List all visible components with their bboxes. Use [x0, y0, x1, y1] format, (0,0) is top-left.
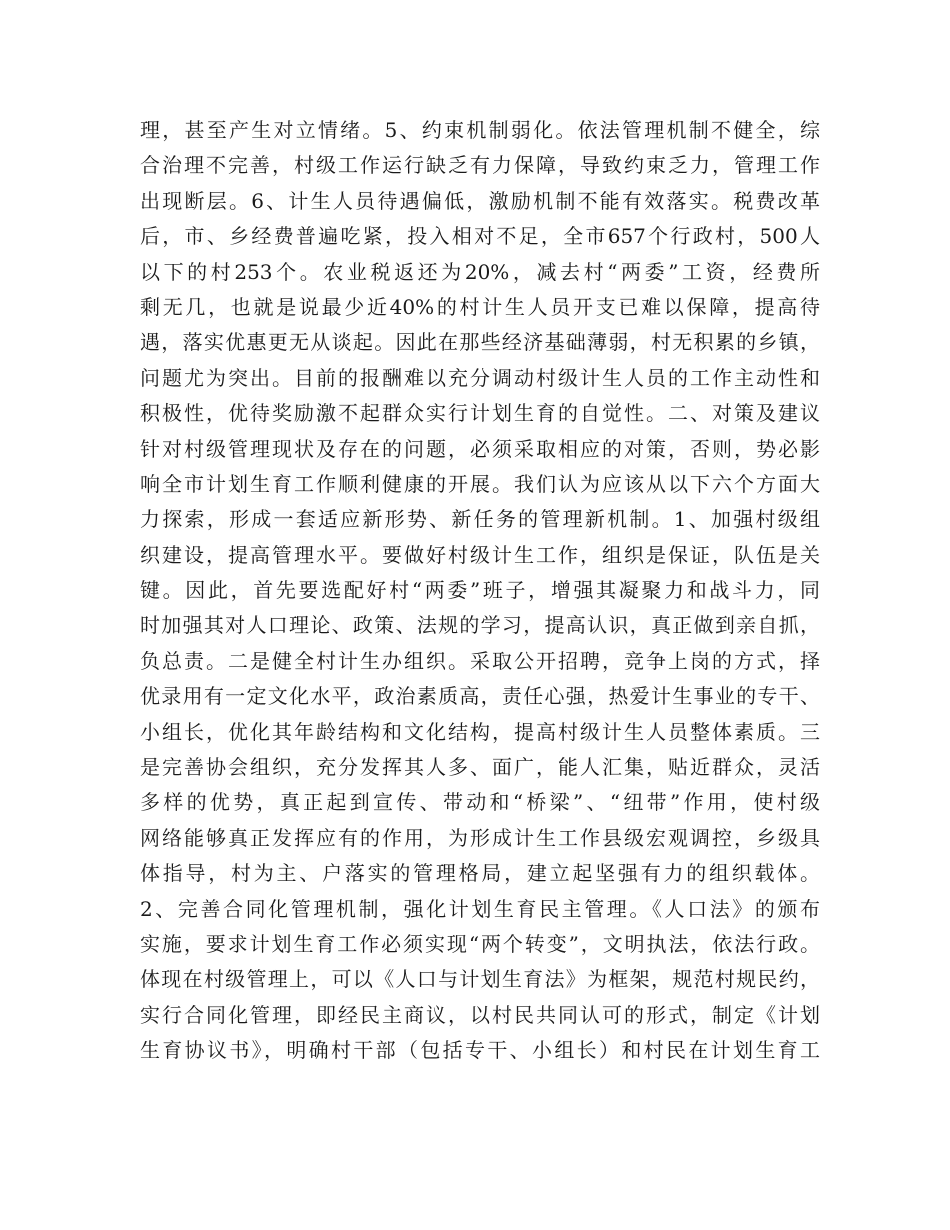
text-line: 遇，落实优惠更无从谈起。因此在那些经济基础薄弱，村无积累的乡镇， — [140, 330, 820, 355]
text-line: 小组长，优化其年龄结构和文化结构，提高村级计生人员整体素质。三 — [140, 719, 820, 744]
body-text — [140, 113, 820, 1069]
text-line: 剩无几，也就是说最少近40%的村计生人员开支已难以保障，提高待 — [140, 294, 820, 319]
text-line: 实施，要求计划生育工作必须实现“两个转变”，文明执法，依法行政。 — [140, 931, 820, 956]
text-line: 是完善协会组织，充分发挥其人多、面广，能人汇集，贴近群众，灵活 — [140, 755, 820, 780]
text-line: 问题尤为突出。目前的报酬难以充分调动村级计生人员的工作主动性和 — [140, 365, 820, 390]
text-line: 网络能够真正发挥应有的作用，为形成计生工作县级宏观调控，乡级具 — [140, 825, 820, 850]
text-line: 针对村级管理现状及存在的问题，必须采取相应的对策，否则，势必影 — [140, 436, 820, 461]
text-line: 响全市计划生育工作顺利健康的开展。我们认为应该从以下六个方面大 — [140, 471, 820, 496]
text-line: 后，市、乡经费普遍吃紧，投入相对不足，全市657个行政村，500人 — [140, 224, 820, 249]
text-line: 优录用有一定文化水平，政治素质高，责任心强，热爱计生事业的专干、 — [140, 684, 820, 709]
text-line: 合治理不完善，村级工作运行缺乏有力保障，导致约束乏力，管理工作 — [140, 153, 820, 178]
text-line: 键。因此，首先要选配好村“两委”班子，增强其凝聚力和战斗力，同 — [140, 578, 820, 603]
text-line: 2、完善合同化管理机制，强化计划生育民主管理。《人口法》的颁布 — [140, 896, 820, 921]
text-line: 多样的优势，真正起到宣传、带动和“桥梁”、“纽带”作用，使村级 — [140, 790, 820, 815]
text-line: 体现在村级管理上，可以《人口与计划生育法》为框架，规范村规民约， — [140, 967, 820, 992]
text-line: 织建设，提高管理水平。要做好村级计生工作，组织是保证，队伍是关 — [140, 542, 820, 567]
text-line: 力探索，形成一套适应新形势、新任务的管理新机制。1、加强村级组 — [140, 507, 820, 532]
text-line: 负总责。二是健全村计生办组织。采取公开招聘，竞争上岗的方式，择 — [140, 648, 820, 673]
text-line: 体指导，村为主、户落实的管理格局，建立起坚强有力的组织载体。 — [140, 861, 820, 886]
text-line: 实行合同化管理，即经民主商议，以村民共同认可的形式，制定《计划 — [140, 1002, 820, 1027]
text-line: 出现断层。6、计生人员待遇偏低，激励机制不能有效落实。税费改革 — [140, 188, 820, 213]
text-line: 以下的村253个。农业税返还为20%，减去村“两委”工资，经费所 — [140, 259, 820, 284]
text-line: 理，甚至产生对立情绪。5、约束机制弱化。依法管理机制不健全，综 — [140, 118, 820, 142]
text-line: 时加强其对人口理论、政策、法规的学习，提高认识，真正做到亲自抓， — [140, 613, 820, 638]
text-line: 生育协议书》，明确村干部（包括专干、小组长）和村民在计划生育工 — [140, 1038, 820, 1063]
text-line: 积极性，优待奖励激不起群众实行计划生育的自觉性。二、对策及建议 — [140, 401, 820, 426]
